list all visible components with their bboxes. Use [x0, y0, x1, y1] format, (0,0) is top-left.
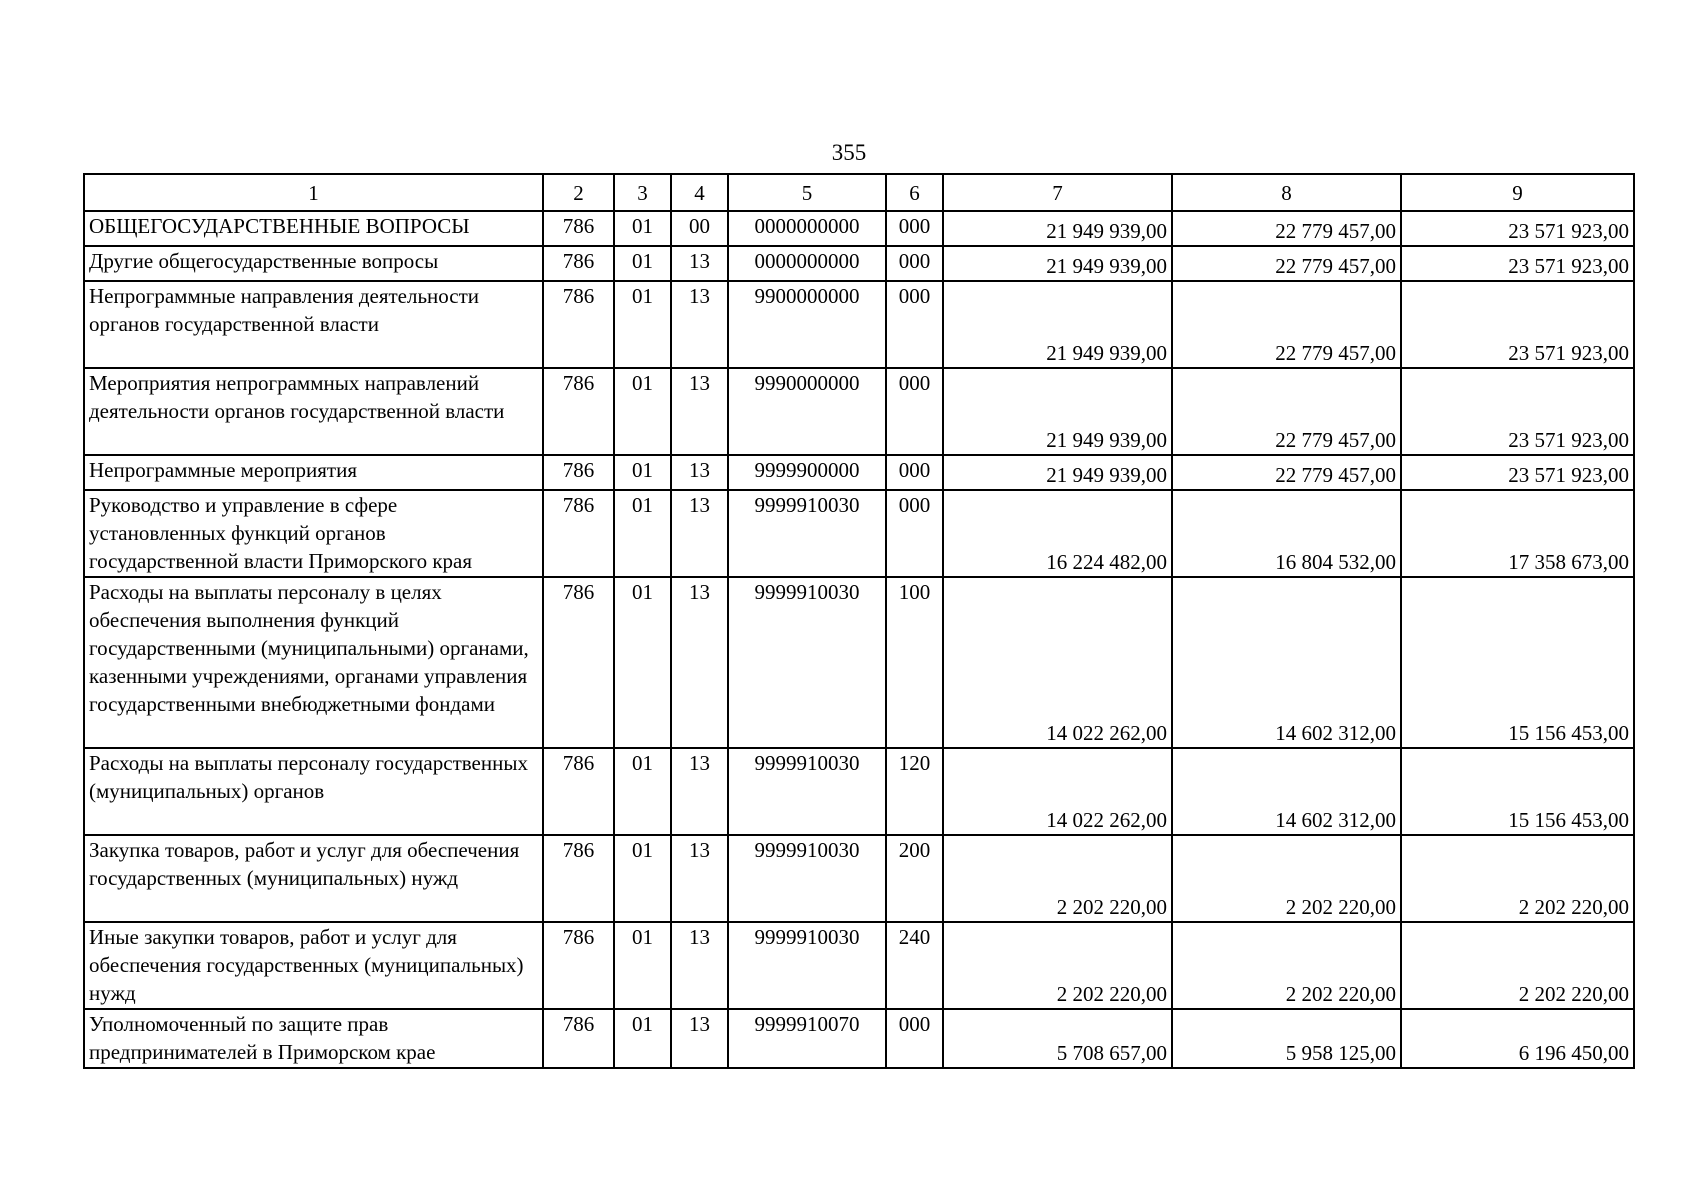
- row-amount-9: 15 156 453,00: [1401, 577, 1634, 748]
- row-amount-8: 2 202 220,00: [1172, 835, 1401, 922]
- row-code-6: 000: [886, 281, 943, 368]
- row-code-2: 786: [543, 490, 614, 577]
- row-code-2: 786: [543, 455, 614, 490]
- row-amount-9: 2 202 220,00: [1401, 922, 1634, 1009]
- row-amount-9: 23 571 923,00: [1401, 246, 1634, 281]
- budget-table: [83, 173, 1635, 1069]
- row-amount-7: 21 949 939,00: [943, 281, 1172, 368]
- row-code-3: 01: [614, 246, 671, 281]
- row-amount-9: 17 358 673,00: [1401, 490, 1634, 577]
- row-code-4: 13: [671, 281, 728, 368]
- row-code-4: 13: [671, 922, 728, 1009]
- table-row: [84, 577, 1634, 748]
- table-row: [84, 368, 1634, 455]
- row-code-2: 786: [543, 211, 614, 246]
- row-name: Другие общегосударственные вопросы: [84, 246, 543, 281]
- row-code-6: 000: [886, 368, 943, 455]
- row-code-3: 01: [614, 490, 671, 577]
- row-code-3: 01: [614, 368, 671, 455]
- row-amount-8: 22 779 457,00: [1172, 281, 1401, 368]
- row-code-3: 01: [614, 835, 671, 922]
- row-amount-9: 15 156 453,00: [1401, 748, 1634, 835]
- row-code-5: 0000000000: [728, 211, 886, 246]
- table-row: [84, 246, 1634, 281]
- row-code-6: 000: [886, 455, 943, 490]
- row-amount-7: 21 949 939,00: [943, 246, 1172, 281]
- row-code-2: 786: [543, 835, 614, 922]
- row-code-5: 9990000000: [728, 368, 886, 455]
- row-amount-9: 23 571 923,00: [1401, 455, 1634, 490]
- row-amount-8: 22 779 457,00: [1172, 246, 1401, 281]
- row-code-6: 120: [886, 748, 943, 835]
- row-code-2: 786: [543, 1009, 614, 1068]
- column-header: 9: [1401, 174, 1634, 211]
- row-code-4: 13: [671, 577, 728, 748]
- row-amount-7: 2 202 220,00: [943, 835, 1172, 922]
- row-code-6: 000: [886, 211, 943, 246]
- row-code-6: 200: [886, 835, 943, 922]
- row-amount-7: 5 708 657,00: [943, 1009, 1172, 1068]
- row-amount-9: 23 571 923,00: [1401, 368, 1634, 455]
- row-amount-8: 14 602 312,00: [1172, 577, 1401, 748]
- column-header: 5: [728, 174, 886, 211]
- row-code-4: 13: [671, 490, 728, 577]
- row-code-2: 786: [543, 368, 614, 455]
- row-amount-7: 14 022 262,00: [943, 577, 1172, 748]
- row-amount-8: 22 779 457,00: [1172, 368, 1401, 455]
- row-code-4: 13: [671, 368, 728, 455]
- row-amount-8: 5 958 125,00: [1172, 1009, 1401, 1068]
- row-code-4: 13: [671, 835, 728, 922]
- row-code-5: 9999910030: [728, 577, 886, 748]
- table-row: [84, 455, 1634, 490]
- row-code-2: 786: [543, 922, 614, 1009]
- column-header: 7: [943, 174, 1172, 211]
- column-header: 8: [1172, 174, 1401, 211]
- row-code-2: 786: [543, 281, 614, 368]
- row-amount-8: 16 804 532,00: [1172, 490, 1401, 577]
- row-code-4: 13: [671, 455, 728, 490]
- row-code-3: 01: [614, 922, 671, 1009]
- row-name: Мероприятия непрограммных направлений деятельности органов государственной власти: [84, 368, 543, 455]
- row-code-6: 000: [886, 1009, 943, 1068]
- row-code-4: 13: [671, 748, 728, 835]
- row-code-3: 01: [614, 455, 671, 490]
- row-code-3: 01: [614, 748, 671, 835]
- row-code-6: 240: [886, 922, 943, 1009]
- table-row: [84, 922, 1634, 1009]
- row-name: Непрограммные направления деятельности органов государственной власти: [84, 281, 543, 368]
- table-row: [84, 211, 1634, 246]
- row-code-5: 9999910030: [728, 490, 886, 577]
- row-amount-8: 22 779 457,00: [1172, 455, 1401, 490]
- page-number: 355: [831, 140, 867, 165]
- row-code-3: 01: [614, 211, 671, 246]
- column-header: 6: [886, 174, 943, 211]
- table-row: [84, 1009, 1634, 1068]
- row-code-5: 9999900000: [728, 455, 886, 490]
- row-code-6: 000: [886, 490, 943, 577]
- row-code-5: 9999910030: [728, 748, 886, 835]
- column-header: 3: [614, 174, 671, 211]
- row-amount-7: 2 202 220,00: [943, 922, 1172, 1009]
- row-amount-9: 23 571 923,00: [1401, 281, 1634, 368]
- row-code-2: 786: [543, 577, 614, 748]
- row-amount-7: 14 022 262,00: [943, 748, 1172, 835]
- row-code-5: 9999910030: [728, 835, 886, 922]
- column-header: 2: [543, 174, 614, 211]
- row-code-3: 01: [614, 281, 671, 368]
- row-amount-8: 22 779 457,00: [1172, 211, 1401, 246]
- row-amount-9: 6 196 450,00: [1401, 1009, 1634, 1068]
- row-amount-9: 2 202 220,00: [1401, 835, 1634, 922]
- row-code-5: 9900000000: [728, 281, 886, 368]
- row-amount-7: 21 949 939,00: [943, 455, 1172, 490]
- table-row: [84, 490, 1634, 577]
- row-name: Руководство и управление в сфере установленных функций органов государственной власти Приморского края: [84, 490, 543, 577]
- row-amount-9: 23 571 923,00: [1401, 211, 1634, 246]
- row-amount-7: 21 949 939,00: [943, 211, 1172, 246]
- row-amount-7: 16 224 482,00: [943, 490, 1172, 577]
- row-code-6: 000: [886, 246, 943, 281]
- row-name: Уполномоченный по защите прав предпринимателей в Приморском крае: [84, 1009, 543, 1068]
- row-name: ОБЩЕГОСУДАРСТВЕННЫЕ ВОПРОСЫ: [84, 211, 543, 246]
- column-number-row: [84, 174, 1634, 211]
- row-amount-8: 14 602 312,00: [1172, 748, 1401, 835]
- row-code-5: 9999910070: [728, 1009, 886, 1068]
- row-code-2: 786: [543, 246, 614, 281]
- table-row: [84, 748, 1634, 835]
- row-name: Закупка товаров, работ и услуг для обеспечения государственных (муниципальных) нужд: [84, 835, 543, 922]
- row-code-3: 01: [614, 1009, 671, 1068]
- row-code-4: 13: [671, 246, 728, 281]
- row-amount-7: 21 949 939,00: [943, 368, 1172, 455]
- row-code-4: 00: [671, 211, 728, 246]
- row-code-6: 100: [886, 577, 943, 748]
- row-name: Непрограммные мероприятия: [84, 455, 543, 490]
- row-code-3: 01: [614, 577, 671, 748]
- column-header: 4: [671, 174, 728, 211]
- table-row: [84, 281, 1634, 368]
- row-name: Расходы на выплаты персоналу государственных (муниципальных) органов: [84, 748, 543, 835]
- row-name: Расходы на выплаты персоналу в целях обеспечения выполнения функций государственными (муниципальными) органами, казенными учреждениями, органами управления государственными внебюджетными фондами: [84, 577, 543, 748]
- row-code-5: 0000000000: [728, 246, 886, 281]
- row-code-4: 13: [671, 1009, 728, 1068]
- row-name: Иные закупки товаров, работ и услуг для обеспечения государственных (муниципальных) нужд: [84, 922, 543, 1009]
- row-amount-8: 2 202 220,00: [1172, 922, 1401, 1009]
- row-code-2: 786: [543, 748, 614, 835]
- row-code-5: 9999910030: [728, 922, 886, 1009]
- table-row: [84, 835, 1634, 922]
- column-header: 1: [84, 174, 543, 211]
